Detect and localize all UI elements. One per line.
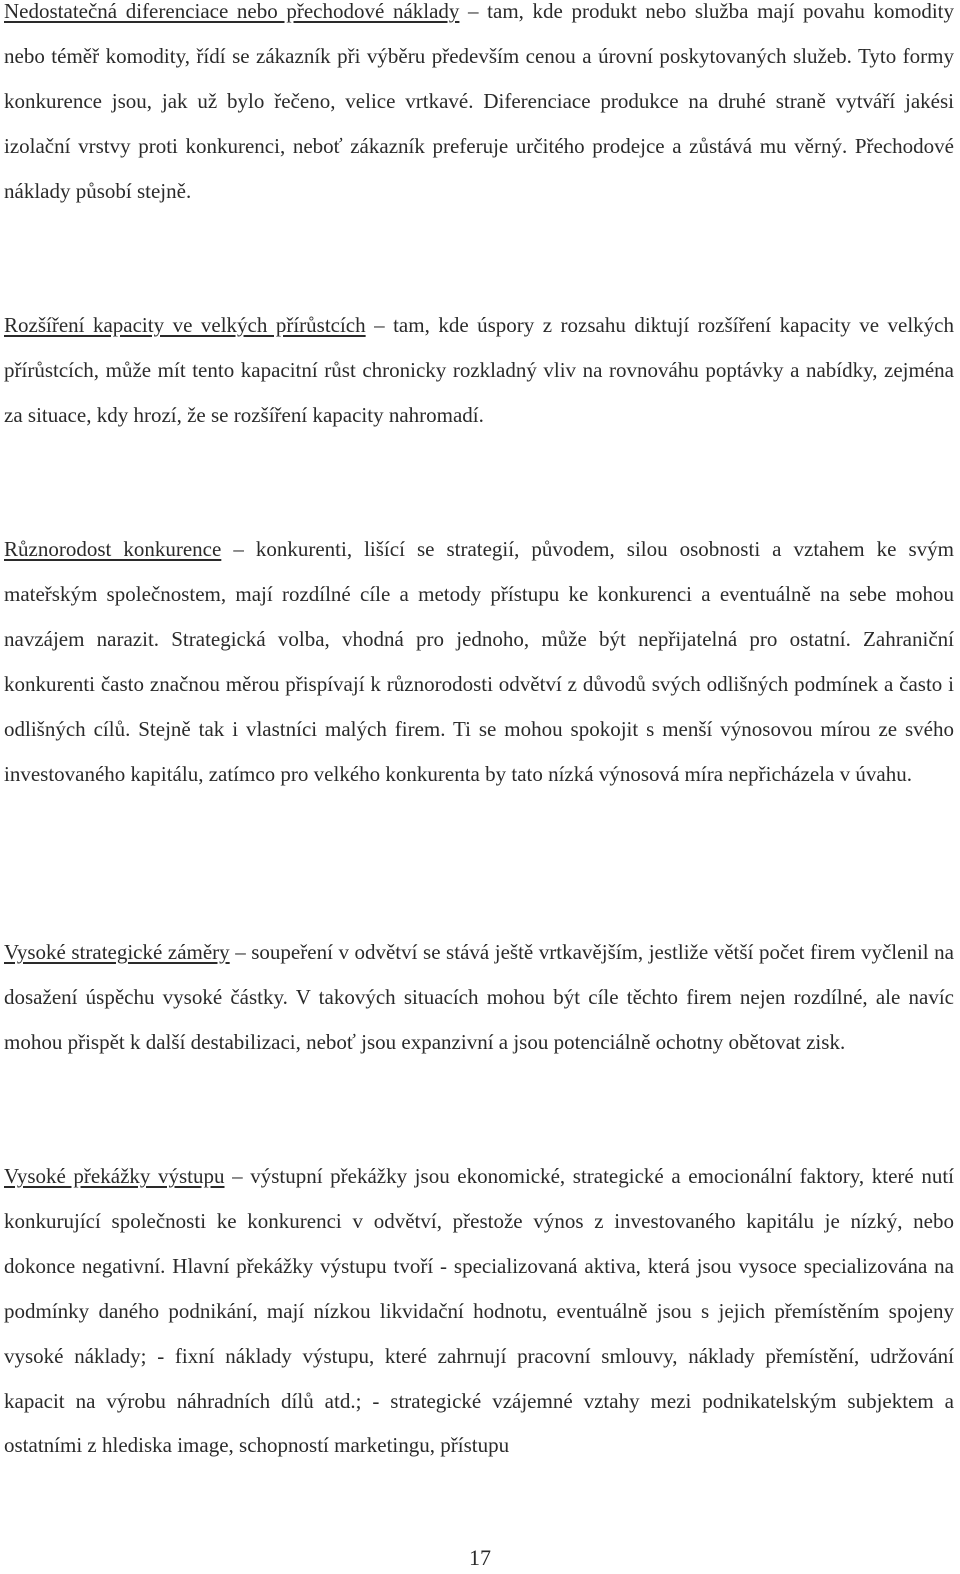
paragraph-exit-barriers [4, 1154, 954, 1468]
term-heading: Vysoké překážky výstupu [4, 1164, 225, 1188]
term-heading: Vysoké strategické záměry [4, 940, 230, 964]
paragraph-text: – soupeření v odvětví se stává ještě vrtkavějším, jestliže větší počet firem vyčlenil na dosažení úspěchu vysoké částky. V takových situacích mohou být cíle těchto firem nejen rozdílné, ale navíc mohou přispět k další destabilizaci, neboť jsou expanzivní a jsou potenciálně ochotny obětovat zisk. [4, 940, 954, 1054]
term-heading: Různorodost konkurence [4, 537, 222, 561]
paragraph-strategic-stakes [4, 930, 954, 1065]
paragraph-differentiation [4, 0, 954, 214]
paragraph-text: – výstupní překážky jsou ekonomické, strategické a emocionální faktory, které nutí konkurující společnosti ke konkurenci v odvětví, přestože výnos z investovaného kapitálu je nízký, nebo dokonce negativní. Hlavní překážky výstupu tvoří - specializovaná aktiva, která jsou vysoce specializována na podmínky daného podnikání, mají nízkou likvidační hodnotu, eventuálně jsou s jejich přemístěním spojeny vysoké náklady; - fixní náklady výstupu, které zahrnují pracovní smlouvy, náklady přemístění, udržování kapacit na výrobu náhradních dílů atd.; - strategické vzájemné vztahy mezi podnikatelským subjektem a ostatními z hlediska image, schopností marketingu, přístupu [4, 1164, 954, 1458]
paragraph-capacity [4, 303, 954, 438]
paragraph-text: – tam, kde úspory z rozsahu diktují rozšíření kapacity ve velkých přírůstcích, může mít tento kapacitní růst chronicky rozkladný vliv na rovnováhu poptávky a nabídky, zejména za situace, kdy hrozí, že se rozšíření kapacity nahromadí. [4, 313, 955, 427]
paragraph-text: – konkurenti, lišící se strategií, původem, silou osobnosti a vztahem ke svým mateřským společnostem, mají rozdílné cíle a metody přístupu ke konkurenci a eventuálně na sebe mohou navzájem narazit. Strategická volba, vhodná pro jednoho, může být nepřijatelná pro ostatní. Zahraniční konkurenti často značnou měrou přispívají k různorodosti odvětví z důvodů svých odlišných podmínek a často i odlišných cílů. Stejně tak i vlastníci malých firem. Ti se mohou spokojit s menší výnosovou mírou ze svého investovaného kapitálu, zatímco pro velkého konkurenta by tato nízká výnosová míra nepřicházela v úvahu. [4, 537, 954, 786]
paragraph-text: – tam, kde produkt nebo služba mají povahu komodity nebo téměř komodity, řídí se zákazník při výběru především cenou a úrovní poskytovaných služeb. Tyto formy konkurence jsou, jak už bylo řečeno, velice vrtkavé. Diferenciace produkce na druhé straně vytváří jakési izolační vrstvy proti konkurenci, neboť zákazník preferuje určitého prodejce a zůstává mu věrný. Přechodové náklady působí stejně. [4, 0, 954, 203]
paragraph-diversity [4, 527, 954, 796]
term-heading: Nedostatečná diferenciace nebo přechodové náklady [4, 0, 460, 23]
page-number: 17 [469, 1545, 491, 1570]
term-heading: Rozšíření kapacity ve velkých přírůstcích [4, 313, 366, 337]
